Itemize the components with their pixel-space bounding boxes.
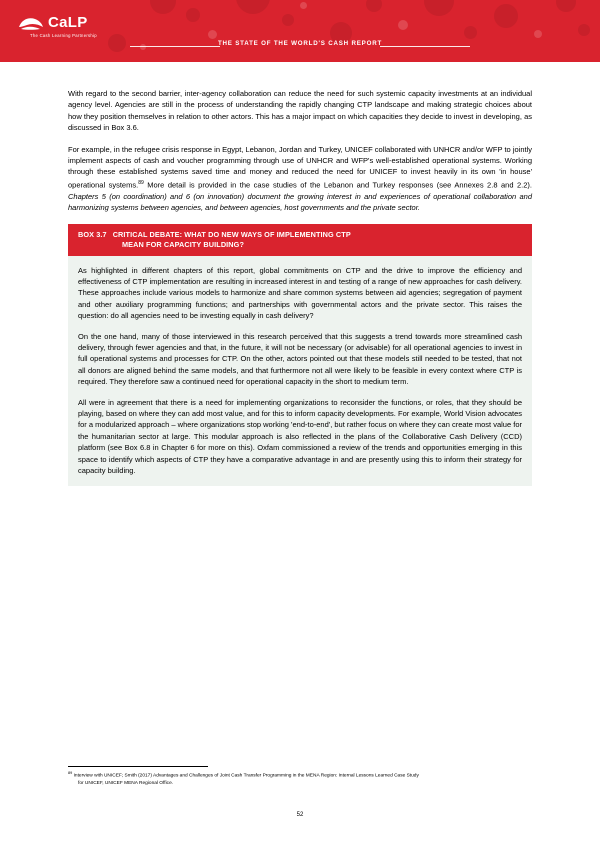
- decorative-circle: [464, 26, 477, 39]
- paragraph-1: With regard to the second barrier, inter-agency collaboration can reduce the need for such systemic capacity investments at an individual agency level. Agencies are still in the process of understanding the rapidly changing CTP landscape and making strategic choices about how they position themselves in relation to other actors. This has a major impact on which capacities they decide to invest in developing, as discussed in Box 3.6.: [68, 89, 532, 133]
- callout-paragraph-3: All were in agreement that there is a need for implementing organizations to reconsider the functions, or roles, that they should be playing, based on where they can add most value, and for this to inform capacity developments. For example, World Vision advocates for a modularized approach – where organizations stop working 'end-to-end', but rather focus on where they can create most value for the humanitarian sector at large. This modular approach is also reflected in the plans of the Collaborative Cash Delivery (CCD) platform (see Box 6.8 in Chapter 6 for more on this). Oxfam commissioned a review of the trends and opportunities emerging in this space to identify which aspects of CTP they have a comparative advantage in and are presently using this to inform their strategy for capacity building.: [78, 397, 522, 476]
- decorative-circle: [494, 4, 518, 28]
- decorative-circle: [366, 0, 382, 12]
- decorative-circle: [534, 30, 542, 38]
- paragraph-2-tail: More detail is provided in the case studies of the Lebanon and Turkey responses (see Annexes 2.8 and 2.2).: [143, 180, 532, 190]
- footnote-text: Interview with UNICEF; Smith (2017) Advantages and Challenges of Joint Cash Transfer Programming in the MENA Region: Internal Lessons Learned Case Study: [73, 773, 419, 779]
- decorative-circle: [236, 0, 270, 14]
- callout-box-label: BOX 3.7: [78, 229, 107, 239]
- footnote-number: 89: [68, 771, 73, 775]
- callout-box-3-7: [68, 224, 532, 487]
- footnote: [68, 770, 532, 787]
- callout-box-title-line2: MEAN FOR CAPACITY BUILDING?: [122, 239, 245, 249]
- decorative-circle: [186, 8, 200, 22]
- decorative-circle: [578, 24, 590, 36]
- logo-mark-icon: [18, 16, 44, 31]
- callout-box-body: [68, 256, 532, 487]
- decorative-circle: [208, 30, 217, 39]
- footnote-divider: [68, 766, 208, 767]
- paragraph-2-text: For example, in the refugee crisis response in Egypt, Lebanon, Jordan and Turkey, UNICEF collaborated with UNHCR and/or WFP to jointly implement aspects of cash and voucher programming through use of UNHCR and WFP's well-established operational systems. Working through these established systems saved time and money and reduced the need for UNICEF to invest heavily in its own 'in house' operational systems.: [68, 144, 532, 190]
- logo-tagline: The Cash Learning Partnership: [30, 33, 97, 38]
- decorative-circle: [556, 0, 576, 12]
- decorative-circle: [300, 2, 307, 9]
- page-header: [0, 0, 600, 62]
- page-number: 52: [296, 812, 304, 818]
- paragraph-2-italic-tail: Chapters 5 (on coordination) and 6 (on innovation) document the growing interest in and experiences of operational collaboration and harmonizing systems between agencies, and between agencies, host governments and the private sector.: [68, 191, 532, 213]
- callout-paragraph-2: On the one hand, many of those interviewed in this research perceived that this suggests a trend towards more streamlined cash delivery, through fewer agencies and that, in the future, it will not be necessary (or advisable) for all operational agencies to invest in full operational systems and processes for CTP. On the other, actors pointed out that these models still needed to be tested, that not all donors are aligned behind the same models, and that furthermore not all were likely to be feasible in every context where CTP is required. They therefore saw a continued need for operational capacity in the short to medium term.: [78, 331, 522, 387]
- paragraph-2: [68, 144, 532, 214]
- footnote-text-line2: for UNICEF, UNICEF MENA Regional Office.: [78, 780, 174, 786]
- callout-paragraph-1: As highlighted in different chapters of this report, global commitments on CTP and the drive to improve the efficiency and effectiveness of CTP implementation are resulting in increased interest in and testing of a range of new approaches for cash delivery. These approaches include various models to harmonize and share common systems between aid agencies; segregation of payment and other auxiliary programming functions; and partnerships with governmental actors and the private sector. This raises the question: do all agencies need to be investing equally in cash delivery?: [78, 265, 522, 321]
- logo-wordmark: CaLP: [48, 14, 88, 31]
- decorative-circle: [398, 20, 408, 30]
- decorative-circle: [424, 0, 454, 16]
- callout-box-title-line1: CRITICAL DEBATE: WHAT DO NEW WAYS OF IMPLEMENTING CTP: [112, 229, 351, 239]
- running-title: THE STATE OF THE WORLD'S CASH REPORT: [217, 40, 383, 47]
- decorative-circle: [282, 14, 294, 26]
- footnote-marker: 89: [138, 179, 144, 186]
- page-content: [68, 88, 532, 486]
- decorative-circle: [150, 0, 176, 14]
- callout-box-header: [68, 224, 532, 256]
